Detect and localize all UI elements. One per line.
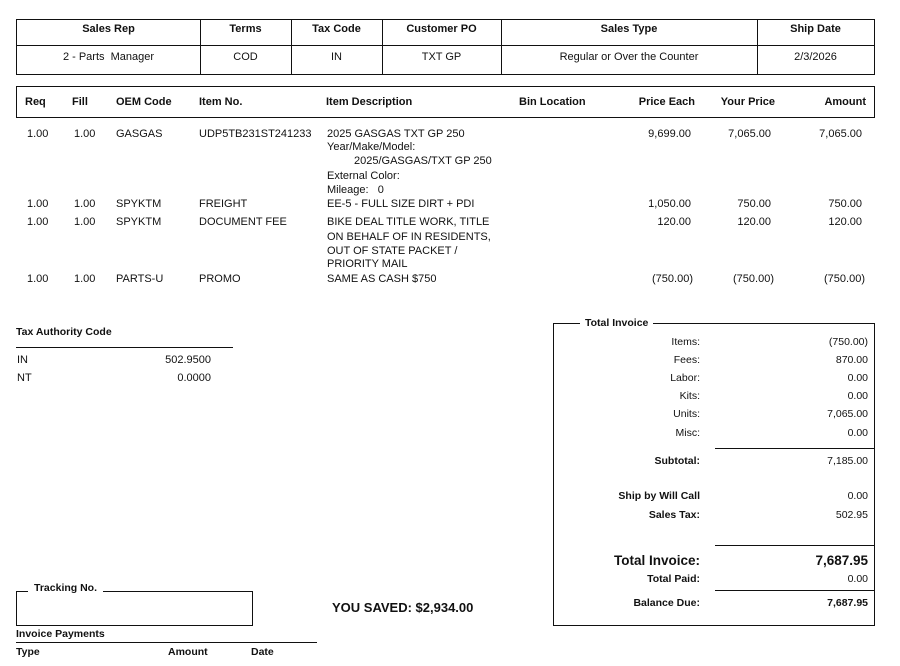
labor-value: 0.00 <box>847 372 868 384</box>
sales-type-label: Sales Type <box>600 23 658 35</box>
item-oem: SPYKTM <box>116 216 162 228</box>
item-price-each: 9,699.00 <box>648 128 691 140</box>
tax-authority-divider <box>16 347 233 348</box>
total-divider <box>715 545 875 546</box>
customer-po-value: TXT GP <box>421 51 462 63</box>
item-description: External Color: <box>327 170 400 182</box>
units-value: 7,065.00 <box>827 408 868 420</box>
item-description: EE-5 - FULL SIZE DIRT + PDI <box>327 198 475 210</box>
item-fill: 1.00 <box>74 198 96 210</box>
item-description: Mileage: 0 <box>327 184 384 196</box>
you-saved-banner: YOU SAVED: $2,934.00 <box>332 600 474 615</box>
item-req: 1.00 <box>27 198 49 210</box>
item-req: 1.00 <box>27 273 49 285</box>
subtotal-value: 7,185.00 <box>827 455 868 467</box>
item-description: PRIORITY MAIL <box>327 258 408 270</box>
ship-date-label: Ship Date <box>790 23 841 35</box>
item-fill: 1.00 <box>74 273 96 285</box>
item-number: PROMO <box>199 273 241 285</box>
total-invoice-box-title: Total Invoice <box>580 317 653 329</box>
sales-type-value: Regular or Over the Counter <box>559 51 699 63</box>
item-req: 1.00 <box>27 128 49 140</box>
item-description: ON BEHALF OF IN RESIDENTS, <box>327 231 491 243</box>
labor-label: Labor: <box>670 372 700 384</box>
col-bin-location: Bin Location <box>519 96 586 108</box>
tax-code-value: IN <box>331 51 342 63</box>
item-number: UDP5TB231ST241233 <box>199 128 312 140</box>
balance-due-value: 7,687.95 <box>827 597 868 609</box>
item-description: 2025 GASGAS TXT GP 250 <box>327 128 465 140</box>
terms-label: Terms <box>229 23 262 35</box>
balance-divider <box>715 590 875 591</box>
item-number: FREIGHT <box>199 198 248 210</box>
item-price-each: (750.00) <box>652 273 693 285</box>
tax-rate: 502.9500 <box>165 354 211 366</box>
sales-tax-label: Sales Tax: <box>648 509 700 521</box>
item-amount: 750.00 <box>828 198 862 210</box>
terms-value: COD <box>233 51 258 63</box>
item-your-price: 120.00 <box>737 216 771 228</box>
payment-amount-header: Amount <box>168 646 208 658</box>
col-price-each: Price Each <box>638 96 695 108</box>
tax-code: IN <box>17 354 28 366</box>
item-fill: 1.00 <box>74 128 96 140</box>
subtotal-divider <box>715 448 875 449</box>
sales-rep-label: Sales Rep <box>82 23 135 35</box>
misc-value: 0.00 <box>847 427 868 439</box>
ship-will-call-value: 0.00 <box>847 490 868 502</box>
item-price-each: 120.00 <box>657 216 691 228</box>
invoice-payments-title: Invoice Payments <box>16 628 105 640</box>
payment-date-header: Date <box>251 646 274 658</box>
payment-type-header: Type <box>16 646 40 658</box>
sales-rep-value: 2 - Parts Manager <box>62 51 155 63</box>
item-description: BIKE DEAL TITLE WORK, TITLE <box>327 216 490 228</box>
items-value: (750.00) <box>828 336 868 348</box>
line-items-header <box>16 86 875 118</box>
fees-value: 870.00 <box>835 354 868 366</box>
total-invoice-value: 7,687.95 <box>815 553 868 568</box>
tax-authority-title: Tax Authority Code <box>16 326 112 338</box>
item-number: DOCUMENT FEE <box>199 216 287 228</box>
total-paid-value: 0.00 <box>847 573 868 585</box>
item-amount: 7,065.00 <box>819 128 862 140</box>
kits-value: 0.00 <box>847 390 868 402</box>
customer-po-label: Customer PO <box>406 23 477 35</box>
sales-tax-value: 502.95 <box>835 509 868 521</box>
item-your-price: 7,065.00 <box>728 128 771 140</box>
ship-will-call-label: Ship by Will Call <box>618 490 700 502</box>
col-your-price: Your Price <box>720 96 775 108</box>
item-oem: PARTS-U <box>116 273 164 285</box>
total-invoice-label: Total Invoice: <box>613 553 700 568</box>
kits-label: Kits: <box>679 390 700 402</box>
item-fill: 1.00 <box>74 216 96 228</box>
tax-code: NT <box>17 372 32 384</box>
item-description: Year/Make/Model: <box>327 141 416 153</box>
tax-code-label: Tax Code <box>312 23 361 35</box>
tax-rate: 0.0000 <box>177 372 211 384</box>
item-description: 2025/GASGAS/TXT GP 250 <box>354 155 492 167</box>
col-req: Req <box>25 96 46 108</box>
tracking-number-box <box>16 591 253 626</box>
col-amount: Amount <box>824 96 866 108</box>
col-fill: Fill <box>72 96 88 108</box>
col-item-description: Item Description <box>326 96 413 108</box>
units-label: Units: <box>673 408 700 420</box>
total-paid-label: Total Paid: <box>647 573 700 585</box>
item-req: 1.00 <box>27 216 49 228</box>
subtotal-label: Subtotal: <box>654 455 700 467</box>
item-amount: (750.00) <box>824 273 865 285</box>
item-oem: GASGAS <box>116 128 163 140</box>
items-label: Items: <box>671 336 700 348</box>
invoice-payments-divider <box>16 642 317 643</box>
item-description: OUT OF STATE PACKET / <box>327 245 458 257</box>
invoice-header-table <box>16 19 875 75</box>
tracking-number-label: Tracking No. <box>28 582 103 594</box>
item-oem: SPYKTM <box>116 198 162 210</box>
item-description: SAME AS CASH $750 <box>327 273 437 285</box>
fees-label: Fees: <box>673 354 700 366</box>
item-price-each: 1,050.00 <box>648 198 691 210</box>
balance-due-label: Balance Due: <box>633 597 700 609</box>
ship-date-value: 2/3/2026 <box>794 51 837 63</box>
item-amount: 120.00 <box>828 216 862 228</box>
col-oem-code: OEM Code <box>116 96 172 108</box>
item-your-price: 750.00 <box>737 198 771 210</box>
col-item-no: Item No. <box>199 96 243 108</box>
item-your-price: (750.00) <box>733 273 774 285</box>
header-row-divider <box>17 45 874 46</box>
misc-label: Misc: <box>675 427 700 439</box>
total-invoice-box <box>553 323 875 626</box>
